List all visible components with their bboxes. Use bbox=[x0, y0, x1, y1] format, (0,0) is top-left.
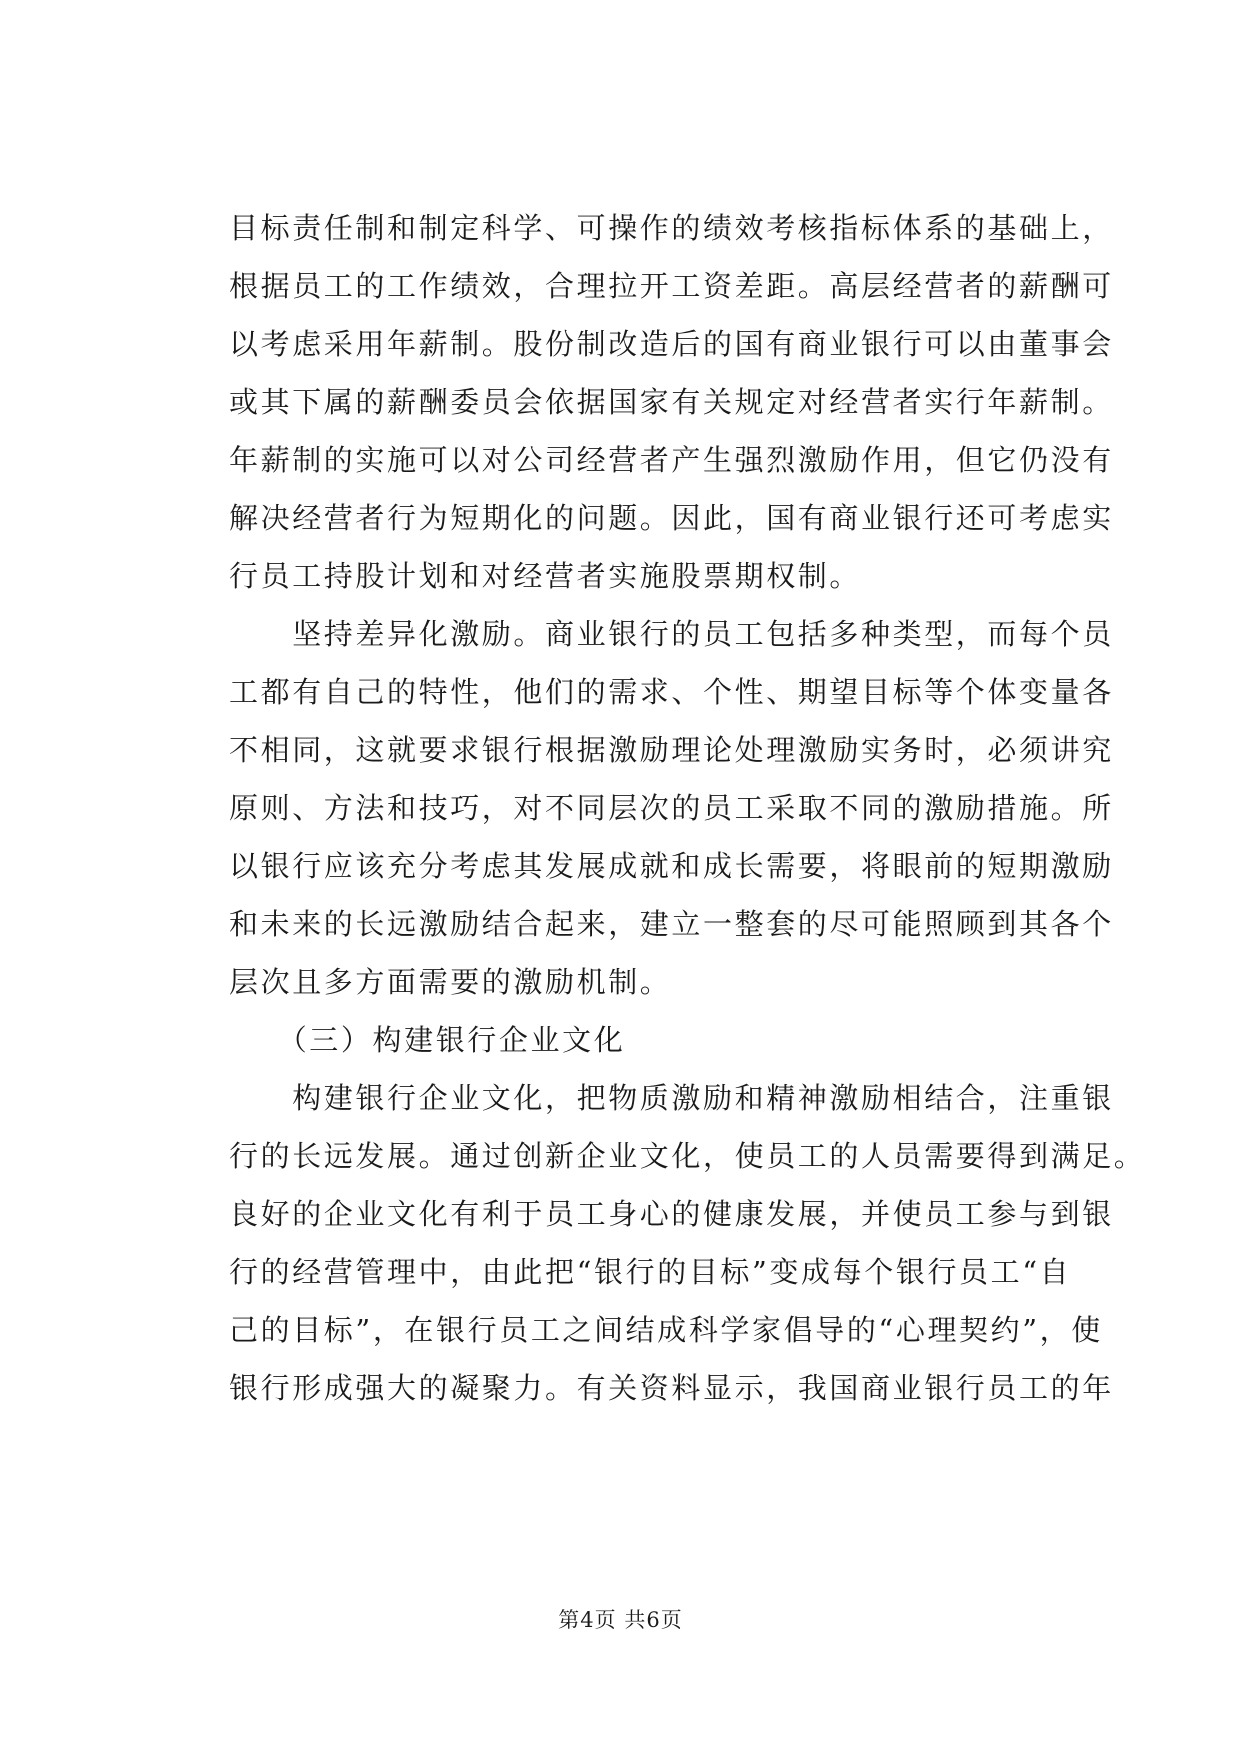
text-line: 年薪制的实施可以对公司经营者产生强烈激励作用，但它仍没有 bbox=[229, 443, 1114, 477]
text-line: 行的长远发展。通过创新企业文化，使员工的人员需要得到满足。 bbox=[229, 1139, 1146, 1173]
text-line: 以银行应该充分考虑其发展成就和成长需要，将眼前的短期激励 bbox=[229, 849, 1114, 883]
text-line: 良好的企业文化有利于员工身心的健康发展，并使员工参与到银 bbox=[229, 1197, 1114, 1231]
text-line: 坚持差异化激励。商业银行的员工包括多种类型，而每个员 bbox=[229, 617, 1114, 651]
text-line: 和未来的长远激励结合起来，建立一整套的尽可能照顾到其各个 bbox=[229, 907, 1114, 941]
text-line: 目标责任制和制定科学、可操作的绩效考核指标体系的基础上， bbox=[229, 211, 1114, 245]
text-line: 构建银行企业文化，把物质激励和精神激励相结合，注重银 bbox=[229, 1081, 1114, 1115]
text-line: 行员工持股计划和对经营者实施股票期权制。 bbox=[229, 559, 862, 593]
section-heading: （三）构建银行企业文化 bbox=[229, 1023, 626, 1057]
text-line: 银行形成强大的凝聚力。有关资料显示，我国商业银行员工的年 bbox=[229, 1371, 1114, 1405]
text-line: 行的经营管理中，由此把“银行的目标”变成每个银行员工“自 bbox=[229, 1255, 1072, 1289]
text-line: 解决经营者行为短期化的问题。因此，国有商业银行还可考虑实 bbox=[229, 501, 1114, 535]
text-line: 不相同，这就要求银行根据激励理论处理激励实务时，必须讲究 bbox=[229, 733, 1114, 767]
text-line: 以考虑采用年薪制。股份制改造后的国有商业银行可以由董事会 bbox=[229, 327, 1114, 361]
text-line: 工都有自己的特性，他们的需求、个性、期望目标等个体变量各 bbox=[229, 675, 1114, 709]
text-line: 原则、方法和技巧，对不同层次的员工采取不同的激励措施。所 bbox=[229, 791, 1114, 825]
text-line: 己的目标”，在银行员工之间结成科学家倡导的“心理契约”，使 bbox=[229, 1313, 1103, 1347]
text-line: 根据员工的工作绩效，合理拉开工资差距。高层经营者的薪酬可 bbox=[229, 269, 1114, 303]
page-footer: 第4页 共6页 bbox=[558, 1608, 683, 1632]
text-line: 层次且多方面需要的激励机制。 bbox=[229, 965, 672, 999]
text-line: 或其下属的薪酬委员会依据国家有关规定对经营者实行年薪制。 bbox=[229, 385, 1114, 419]
